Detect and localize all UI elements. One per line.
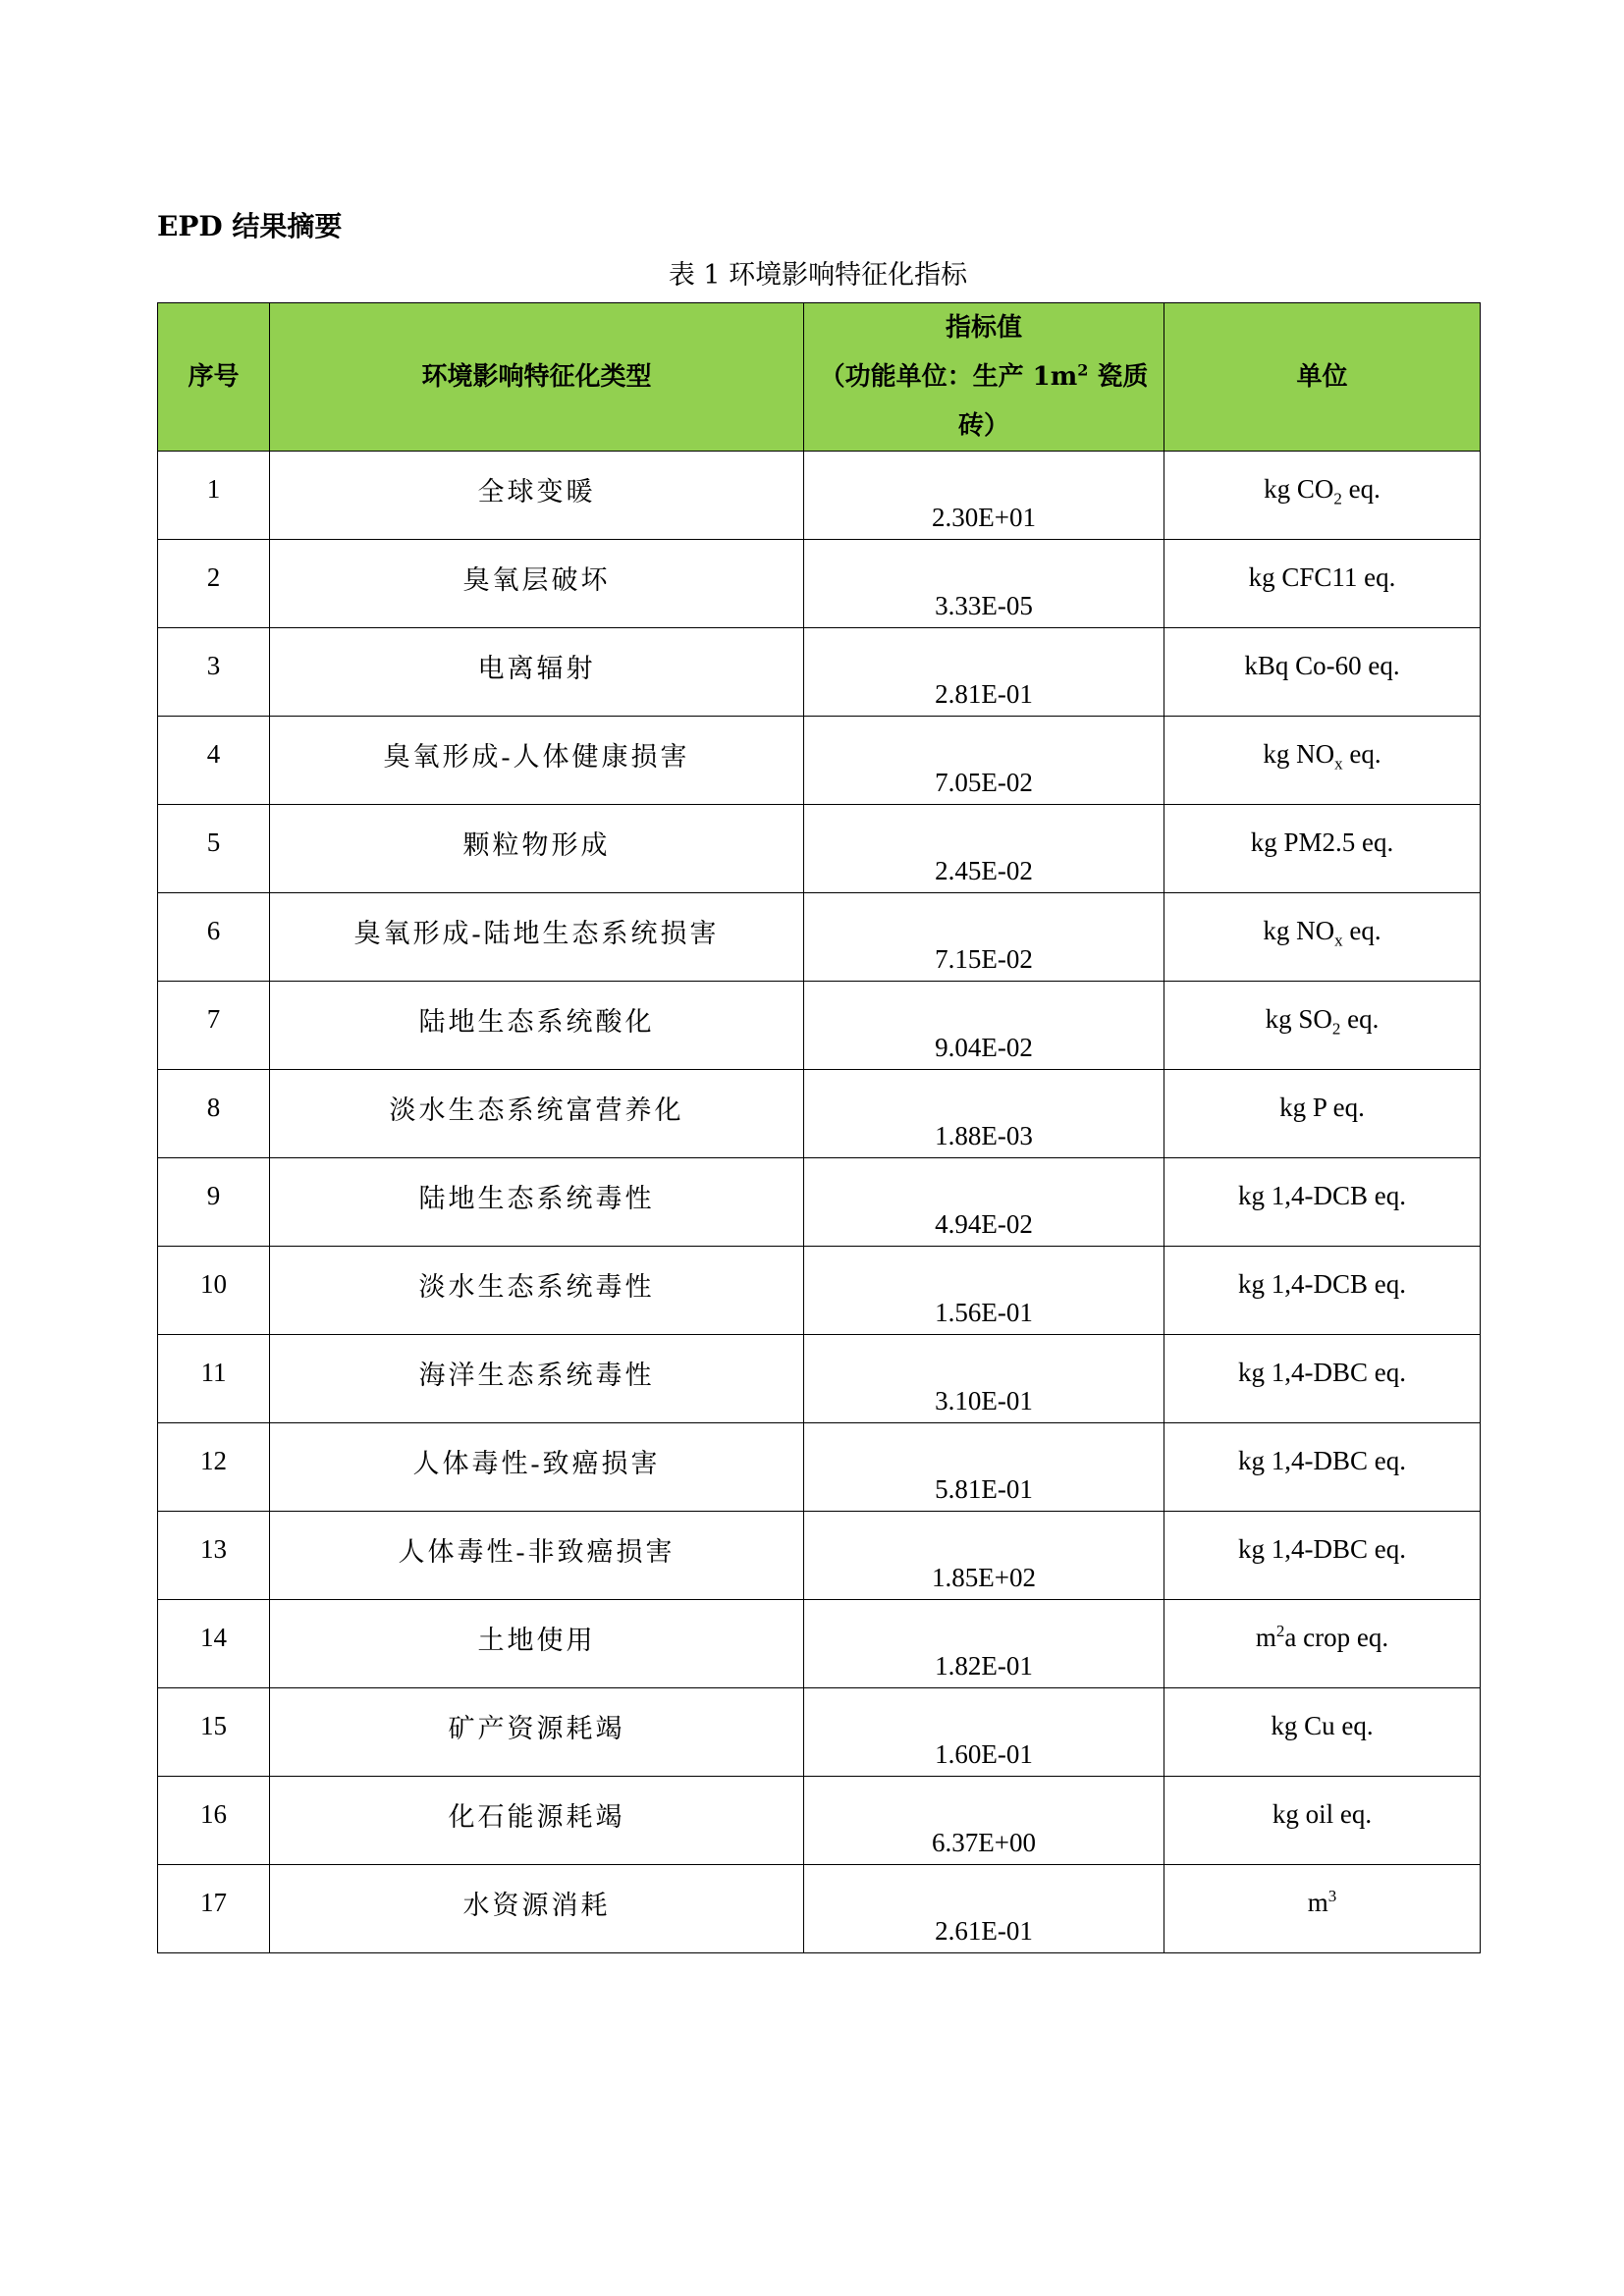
row-unit bbox=[1164, 1070, 1481, 1158]
row-category: 陆地生态系统毒性 bbox=[270, 1158, 804, 1247]
table-row bbox=[158, 1335, 1481, 1423]
row-no: 1 bbox=[158, 452, 270, 540]
unit-subscript: 2 bbox=[1331, 1019, 1341, 1039]
row-unit bbox=[1164, 1158, 1481, 1247]
unit-text: kg PM2.5 eq. bbox=[1250, 828, 1394, 857]
table-row bbox=[158, 1600, 1481, 1688]
table-row bbox=[158, 1512, 1481, 1600]
row-value: 2.30E+01 bbox=[804, 452, 1164, 540]
row-category: 电离辐射 bbox=[270, 628, 804, 717]
table-row bbox=[158, 1423, 1481, 1512]
row-value: 2.81E-01 bbox=[804, 628, 1164, 717]
unit-subscript: 2 bbox=[1333, 489, 1342, 508]
row-category: 化石能源耗竭 bbox=[270, 1777, 804, 1865]
header-no: 序号 bbox=[158, 303, 270, 452]
table-row bbox=[158, 1688, 1481, 1777]
unit-text: kg 1,4-DBC eq. bbox=[1238, 1446, 1406, 1475]
row-no: 9 bbox=[158, 1158, 270, 1247]
row-category: 臭氧层破坏 bbox=[270, 540, 804, 628]
unit-text: kg 1,4-DBC eq. bbox=[1238, 1358, 1406, 1387]
row-unit bbox=[1164, 1512, 1481, 1600]
row-value: 6.37E+00 bbox=[804, 1777, 1164, 1865]
unit-subscript: x bbox=[1334, 754, 1343, 774]
unit-text: kg SO bbox=[1265, 1004, 1332, 1034]
unit-text: kg P eq. bbox=[1279, 1093, 1365, 1122]
row-unit bbox=[1164, 982, 1481, 1070]
table-row bbox=[158, 805, 1481, 893]
unit-text-tail: eq. bbox=[1342, 916, 1381, 945]
unit-subscript: x bbox=[1334, 931, 1343, 950]
row-no: 4 bbox=[158, 717, 270, 805]
unit-text: kg 1,4-DBC eq. bbox=[1238, 1534, 1406, 1564]
row-value: 7.05E-02 bbox=[804, 717, 1164, 805]
unit-text-tail: eq. bbox=[1342, 739, 1381, 769]
unit-text: m bbox=[1255, 1623, 1276, 1652]
row-category: 臭氧形成-人体健康损害 bbox=[270, 717, 804, 805]
section-heading: EPD 结果摘要 bbox=[157, 210, 343, 242]
row-unit bbox=[1164, 717, 1481, 805]
row-no: 17 bbox=[158, 1865, 270, 1953]
table-row bbox=[158, 1777, 1481, 1865]
table-caption: 表 1 环境影响特征化指标 bbox=[668, 260, 968, 291]
unit-text-tail: a crop eq. bbox=[1284, 1623, 1389, 1652]
header-value-line1: 指标值 bbox=[945, 313, 1022, 343]
row-unit bbox=[1164, 1688, 1481, 1777]
unit-text-tail: eq. bbox=[1341, 474, 1380, 504]
header-value bbox=[804, 303, 1164, 452]
row-unit bbox=[1164, 540, 1481, 628]
row-no: 11 bbox=[158, 1335, 270, 1423]
table-row bbox=[158, 717, 1481, 805]
unit-superscript: 2 bbox=[1275, 1622, 1285, 1640]
row-value: 5.81E-01 bbox=[804, 1423, 1164, 1512]
table-row bbox=[158, 893, 1481, 982]
row-category: 陆地生态系统酸化 bbox=[270, 982, 804, 1070]
row-unit bbox=[1164, 1335, 1481, 1423]
row-category: 矿产资源耗竭 bbox=[270, 1688, 804, 1777]
row-unit bbox=[1164, 1777, 1481, 1865]
row-category: 臭氧形成-陆地生态系统损害 bbox=[270, 893, 804, 982]
table-row bbox=[158, 1865, 1481, 1953]
results-table bbox=[157, 302, 1481, 1953]
table-row bbox=[158, 1158, 1481, 1247]
row-no: 14 bbox=[158, 1600, 270, 1688]
row-value: 7.15E-02 bbox=[804, 893, 1164, 982]
row-category: 人体毒性-非致癌损害 bbox=[270, 1512, 804, 1600]
row-no: 16 bbox=[158, 1777, 270, 1865]
header-category: 环境影响特征化类型 bbox=[270, 303, 804, 452]
row-value: 3.10E-01 bbox=[804, 1335, 1164, 1423]
row-category: 淡水生态系统毒性 bbox=[270, 1247, 804, 1335]
row-unit bbox=[1164, 1423, 1481, 1512]
row-value: 2.61E-01 bbox=[804, 1865, 1164, 1953]
table-row bbox=[158, 1070, 1481, 1158]
table-row bbox=[158, 982, 1481, 1070]
row-unit bbox=[1164, 628, 1481, 717]
row-value: 1.82E-01 bbox=[804, 1600, 1164, 1688]
unit-text: kg NO bbox=[1263, 916, 1335, 945]
row-no: 12 bbox=[158, 1423, 270, 1512]
row-no: 7 bbox=[158, 982, 270, 1070]
unit-text-tail: eq. bbox=[1340, 1004, 1380, 1034]
row-value: 2.45E-02 bbox=[804, 805, 1164, 893]
header-value-line2: （功能单位：生产 $1m^2$ 瓷质 bbox=[819, 360, 1149, 392]
row-value: 4.94E-02 bbox=[804, 1158, 1164, 1247]
row-value: 1.56E-01 bbox=[804, 1247, 1164, 1335]
row-value: 1.60E-01 bbox=[804, 1688, 1164, 1777]
row-category: 土地使用 bbox=[270, 1600, 804, 1688]
table-row bbox=[158, 1247, 1481, 1335]
row-value: 1.85E+02 bbox=[804, 1512, 1164, 1600]
row-no: 10 bbox=[158, 1247, 270, 1335]
unit-text: kg Cu eq. bbox=[1271, 1711, 1374, 1740]
table-row bbox=[158, 628, 1481, 717]
row-category: 全球变暖 bbox=[270, 452, 804, 540]
unit-text: kg 1,4-DCB eq. bbox=[1238, 1269, 1406, 1299]
row-no: 2 bbox=[158, 540, 270, 628]
row-no: 6 bbox=[158, 893, 270, 982]
unit-superscript: 3 bbox=[1327, 1887, 1337, 1905]
table-row bbox=[158, 540, 1481, 628]
row-unit bbox=[1164, 1600, 1481, 1688]
row-no: 5 bbox=[158, 805, 270, 893]
row-unit bbox=[1164, 1865, 1481, 1953]
row-category: 淡水生态系统富营养化 bbox=[270, 1070, 804, 1158]
row-category: 颗粒物形成 bbox=[270, 805, 804, 893]
unit-text: kg NO bbox=[1263, 739, 1335, 769]
row-unit bbox=[1164, 452, 1481, 540]
header-unit: 单位 bbox=[1164, 303, 1481, 452]
row-unit bbox=[1164, 805, 1481, 893]
row-value: 3.33E-05 bbox=[804, 540, 1164, 628]
row-no: 15 bbox=[158, 1688, 270, 1777]
header-value-line3: 砖） bbox=[957, 411, 1009, 441]
unit-text: kg 1,4-DCB eq. bbox=[1238, 1181, 1406, 1210]
row-value: 1.88E-03 bbox=[804, 1070, 1164, 1158]
row-category: 人体毒性-致癌损害 bbox=[270, 1423, 804, 1512]
row-no: 8 bbox=[158, 1070, 270, 1158]
row-unit bbox=[1164, 893, 1481, 982]
table-row bbox=[158, 452, 1481, 540]
unit-text: kg CO bbox=[1264, 474, 1334, 504]
unit-text: kg CFC11 eq. bbox=[1248, 562, 1396, 592]
unit-text: m bbox=[1307, 1888, 1328, 1917]
row-no: 3 bbox=[158, 628, 270, 717]
table-body bbox=[158, 452, 1481, 1953]
row-category: 水资源消耗 bbox=[270, 1865, 804, 1953]
row-category: 海洋生态系统毒性 bbox=[270, 1335, 804, 1423]
unit-text: kBq Co-60 eq. bbox=[1244, 651, 1400, 680]
unit-text: kg oil eq. bbox=[1272, 1799, 1373, 1829]
row-value: 9.04E-02 bbox=[804, 982, 1164, 1070]
row-no: 13 bbox=[158, 1512, 270, 1600]
row-unit bbox=[1164, 1247, 1481, 1335]
table-header-row bbox=[158, 303, 1481, 452]
